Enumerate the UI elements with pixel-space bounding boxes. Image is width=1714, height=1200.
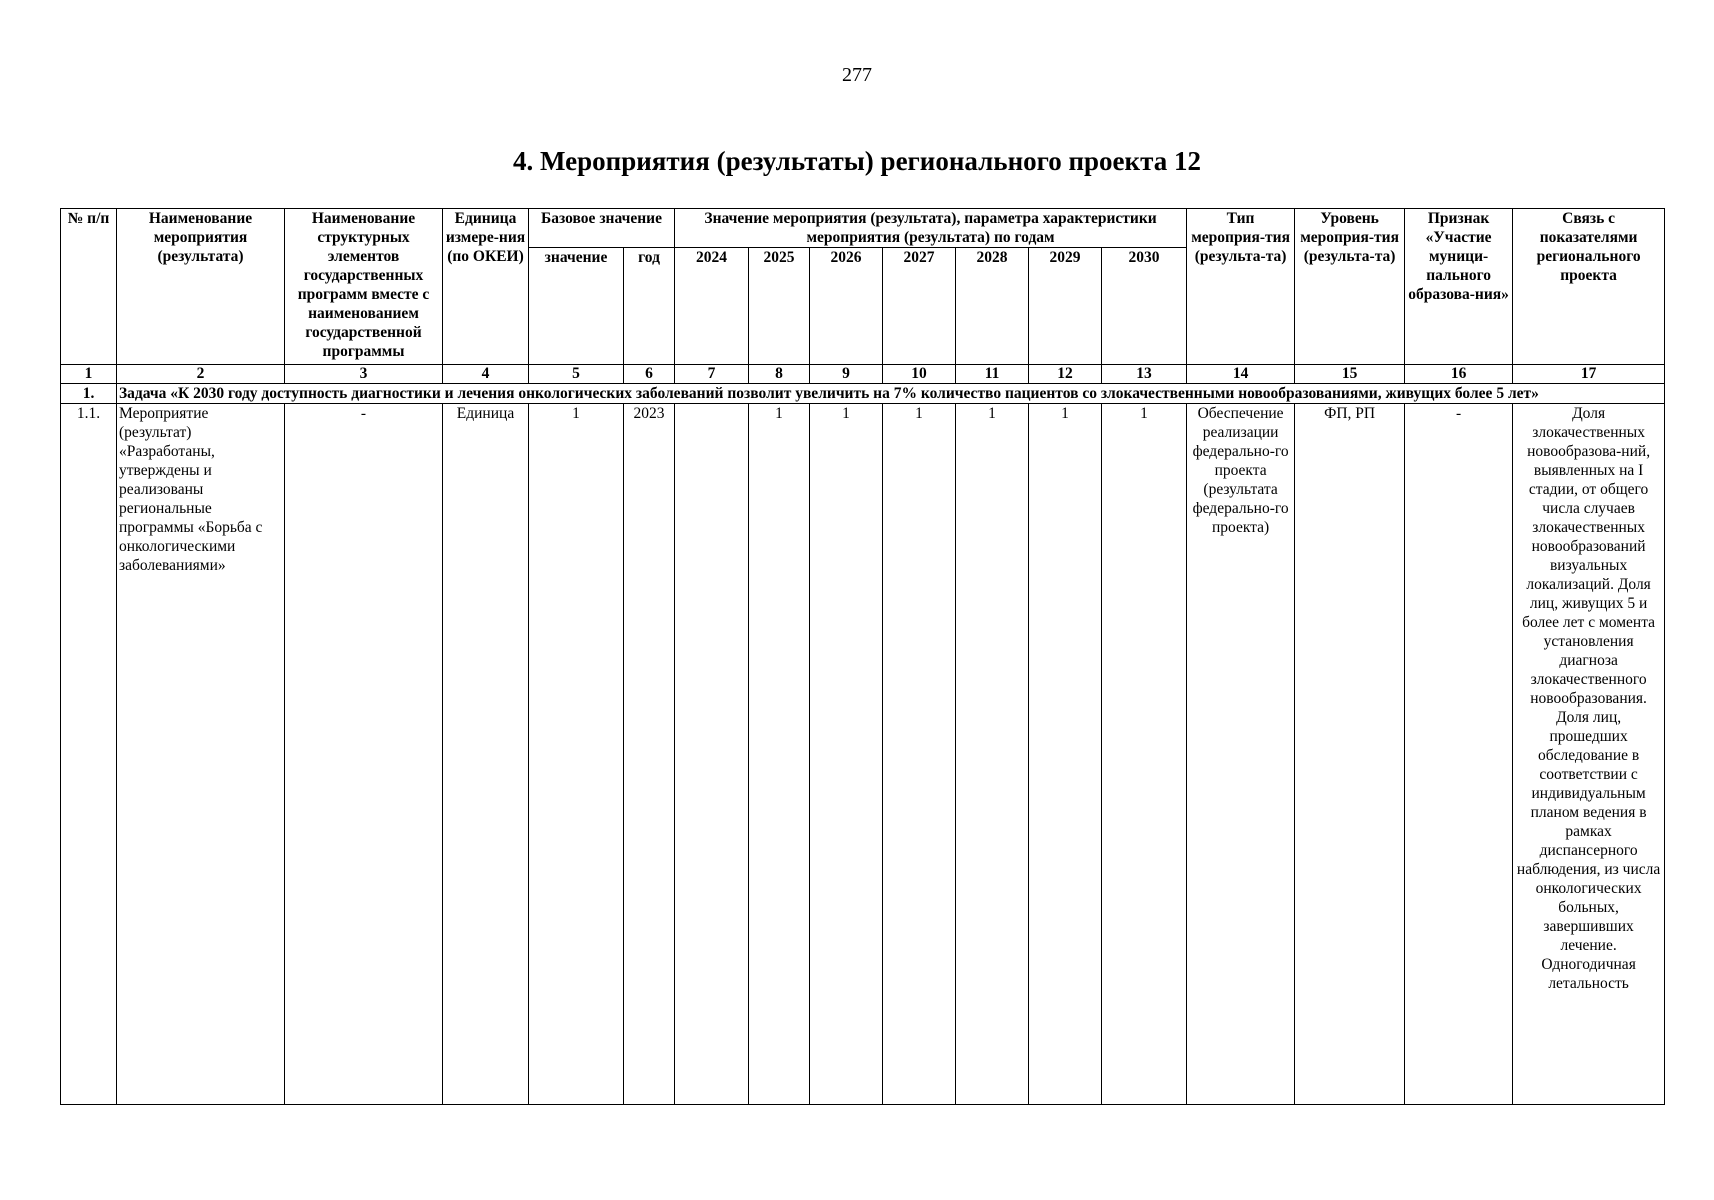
header-elements: Наименование структурных элементов государственных программ вместе с наименованием государственной программы [285, 209, 443, 365]
header-year: 2029 [1029, 248, 1102, 365]
column-number: 7 [675, 365, 749, 384]
municipal-flag: - [1405, 404, 1513, 1105]
column-number: 3 [285, 365, 443, 384]
header-year: 2026 [810, 248, 883, 365]
year-value: 1 [1102, 404, 1187, 1105]
task-text: Задача «К 2030 году доступность диагностики и лечения онкологических заболеваний позволит увеличить на 7% количество пациентов со злокачественными новообразованиями, живущих более 5 лет» [117, 384, 1665, 404]
table-row [61, 404, 1665, 1105]
page-number: 277 [842, 64, 872, 86]
column-number: 8 [749, 365, 810, 384]
header-type: Тип мероприя-тия (результа-та) [1187, 209, 1295, 365]
header-year: 2027 [883, 248, 956, 365]
header-municipal: Признак «Участие муници-пального образова-ния» [1405, 209, 1513, 365]
task-number: 1. [61, 384, 117, 404]
column-number: 1 [61, 365, 117, 384]
header-base-year: год [624, 248, 675, 365]
header-num: № п/п [61, 209, 117, 365]
year-value: 1 [749, 404, 810, 1105]
indicator-link: Доля злокачественных новообразова-ний, выявленных на I стадии, от общего числа случаев злокачественных новообразований визуальных локализаций. Доля лиц, живущих 5 и более лет с момента установления диагноза злокачественного новообразования. Доля лиц, прошедших обследование в соответствии с индивидуальным планом ведения в рамках диспансерного наблюдения, из числа онкологических больных, завершивших лечение. Одногодичная летальность [1513, 404, 1665, 1105]
header-values-group: Значение мероприятия (результата), параметра характеристики мероприятия (результата) по годам [675, 209, 1187, 248]
structural-elements: - [285, 404, 443, 1105]
page-title: 4. Мероприятия (результаты) регионального проекта 12 [513, 146, 1201, 176]
header-year: 2024 [675, 248, 749, 365]
column-number: 17 [1513, 365, 1665, 384]
unit: Единица [443, 404, 529, 1105]
header-year: 2028 [956, 248, 1029, 365]
row-number: 1.1. [61, 404, 117, 1105]
year-value: 1 [1029, 404, 1102, 1105]
column-number: 4 [443, 365, 529, 384]
result-name: Мероприятие (результат) «Разработаны, утверждены и реализованы региональные программы «Борьба с онкологическими заболеваниями» [117, 404, 285, 1105]
header-link: Связь с показателями регионального проекта [1513, 209, 1665, 365]
year-value [675, 404, 749, 1105]
year-value: 1 [883, 404, 956, 1105]
header-year: 2030 [1102, 248, 1187, 365]
year-value: 1 [956, 404, 1029, 1105]
year-value: 1 [810, 404, 883, 1105]
column-number: 10 [883, 365, 956, 384]
column-number: 5 [529, 365, 624, 384]
results-table [60, 208, 1665, 1105]
column-number-row [61, 365, 1665, 384]
result-level: ФП, РП [1295, 404, 1405, 1105]
column-number: 16 [1405, 365, 1513, 384]
base-year: 2023 [624, 404, 675, 1105]
header-name: Наименование мероприятия (результата) [117, 209, 285, 365]
header-year: 2025 [749, 248, 810, 365]
column-number: 11 [956, 365, 1029, 384]
header-level: Уровень мероприя-тия (результа-та) [1295, 209, 1405, 365]
column-number: 12 [1029, 365, 1102, 384]
task-row [61, 384, 1665, 404]
column-number: 2 [117, 365, 285, 384]
column-number: 6 [624, 365, 675, 384]
base-value: 1 [529, 404, 624, 1105]
header-base: Базовое значение [529, 209, 675, 248]
result-type: Обеспечение реализации федерально-го проекта (результата федерально-го проекта) [1187, 404, 1295, 1105]
column-number: 9 [810, 365, 883, 384]
column-number: 13 [1102, 365, 1187, 384]
header-unit: Единица измере-ния (по ОКЕИ) [443, 209, 529, 365]
column-number: 14 [1187, 365, 1295, 384]
header-row [61, 209, 1665, 248]
header-base-value: значение [529, 248, 624, 365]
column-number: 15 [1295, 365, 1405, 384]
